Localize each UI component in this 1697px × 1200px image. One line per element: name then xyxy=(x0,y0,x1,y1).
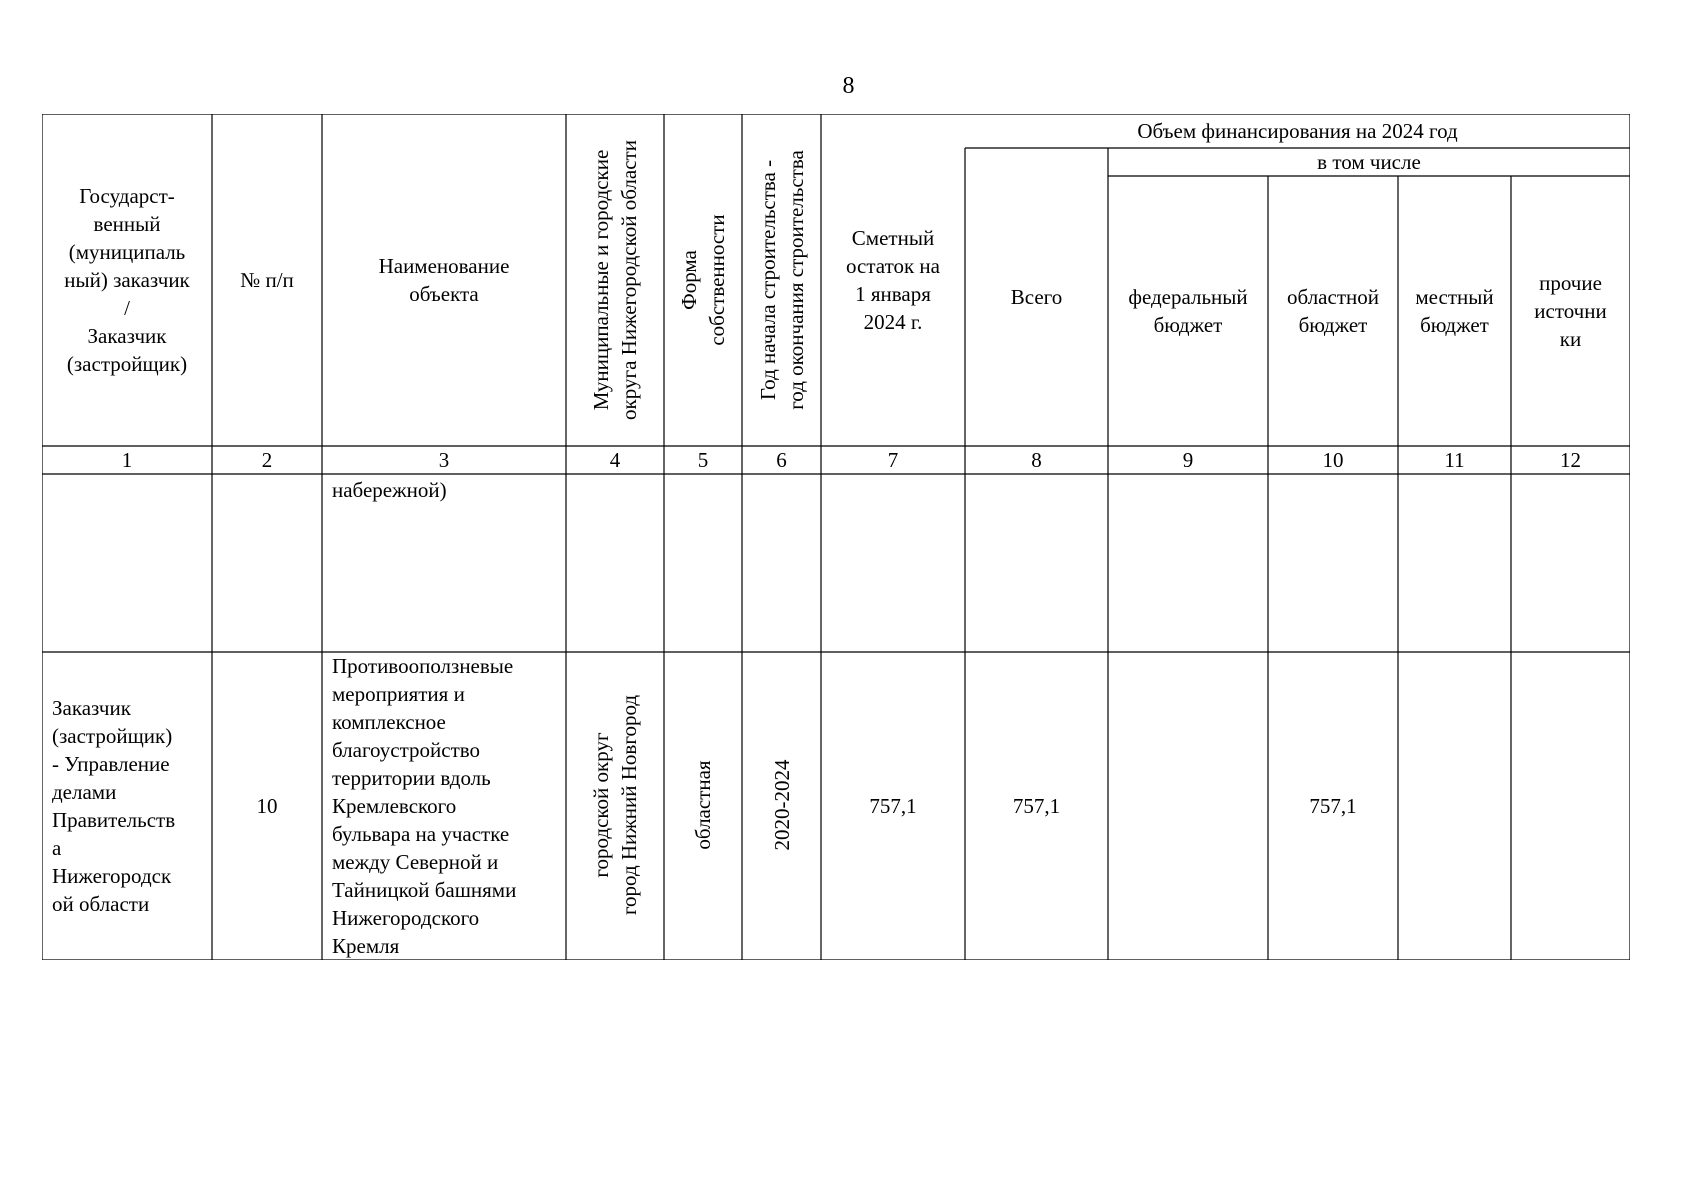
header-ownership-line1: Форма xyxy=(677,250,701,310)
header-ownership xyxy=(675,214,731,345)
column-number: 9 xyxy=(1182,448,1194,472)
table-row-municipality-line2: город Нижний Новгород xyxy=(617,694,641,916)
header-years xyxy=(754,150,810,410)
column-number: 10 xyxy=(1322,448,1344,472)
column-number: 8 xyxy=(1031,448,1042,472)
column-number: 3 xyxy=(438,448,450,472)
column-number: 6 xyxy=(776,448,787,472)
column-number: 2 xyxy=(261,448,273,472)
header-object-name: Наименование объекта xyxy=(378,254,510,306)
column-number: 12 xyxy=(1560,448,1581,472)
column-number: 1 xyxy=(121,448,133,472)
table-row-object-name: набережной) xyxy=(332,478,447,502)
header-customer: Государст- венный (муниципаль ный) заказчик / Заказчик (застройщик) xyxy=(64,184,190,376)
table-row-number: 10 xyxy=(256,794,278,818)
table-row-federal xyxy=(1108,652,1268,960)
header-estimate-balance: Сметный остаток на 1 января 2024 г. xyxy=(846,226,940,334)
header-municipality-line2: округа Нижегородской области xyxy=(617,140,641,420)
table-row-estimate-balance: 757,1 xyxy=(869,794,917,818)
header-federal: федеральный бюджет xyxy=(1128,285,1248,337)
header-funding-group: Объем финансирования на 2024 год xyxy=(1137,119,1458,143)
table-row-local xyxy=(1398,652,1511,960)
table-row-customer: Заказчик (застройщик) - Управление делами Правительств а Нижегородск ой области xyxy=(52,696,176,916)
header-municipality-line1: Муниципальные и городские xyxy=(589,149,613,411)
page-number: 8 xyxy=(842,73,855,99)
table-row-total: 757,1 xyxy=(1012,794,1061,818)
column-number: 4 xyxy=(609,448,621,472)
table-row-years: 2020-2024 xyxy=(770,759,794,851)
column-number: 7 xyxy=(887,448,899,472)
header-years-line1: Год начала строительства - xyxy=(756,159,780,401)
table-row-municipality-line1: городской округ xyxy=(589,732,613,878)
header-including: в том числе xyxy=(1317,150,1421,174)
header-row-number: № п/п xyxy=(240,268,294,292)
header-local: местный бюджет xyxy=(1415,285,1494,337)
header-municipality xyxy=(587,140,643,420)
table-row-object-name: Противооползневые мероприятия и комплексное благоустройство территории вдоль Кремлевского бульвара на участке между Северной и Тайницкой башнями Нижегородского Кремля xyxy=(332,654,517,958)
table-row-regional: 757,1 xyxy=(1309,794,1357,818)
column-number: 11 xyxy=(1444,448,1465,472)
header-other: прочие источни ки xyxy=(1534,271,1607,351)
table-row-ownership: областная xyxy=(691,760,715,850)
header-regional: областной бюджет xyxy=(1287,285,1379,337)
header-years-line2: год окончания строительства xyxy=(784,150,808,410)
column-number: 5 xyxy=(697,448,709,472)
table-row-other xyxy=(1511,652,1630,960)
header-total: Всего xyxy=(1010,285,1063,309)
table-row-municipality xyxy=(587,695,643,915)
header-ownership-line2: собственности xyxy=(705,214,729,346)
